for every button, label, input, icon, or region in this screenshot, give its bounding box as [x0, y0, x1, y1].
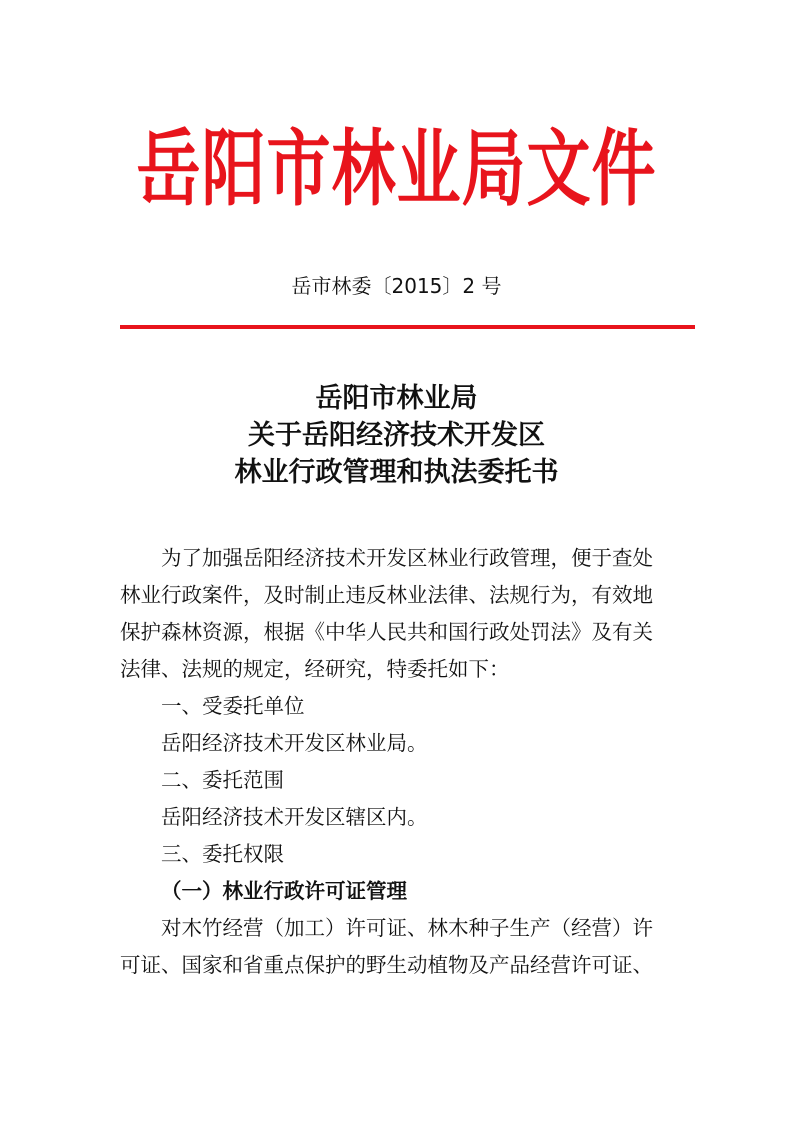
subsection-heading-1: （一）林业行政许可证管理 [161, 879, 407, 903]
section-content-1: 岳阳经济技术开发区林业局。 [161, 731, 428, 755]
paragraph-line: 为了加强岳阳经济技术开发区林业行政管理，便于查处 [161, 546, 653, 570]
paragraph-line: 可证、国家和省重点保护的野生动植物及产品经营许可证、 [120, 953, 653, 977]
red-separator-line [120, 325, 695, 329]
paragraph-line: 对木竹经营（加工）许可证、林木种子生产（经营）许 [161, 916, 653, 940]
paragraph-line: 法律、法规的规定，经研究，特委托如下： [120, 657, 510, 681]
title-line-1: 岳阳市林业局 [315, 383, 478, 414]
document-header-title: 岳阳市林业局文件 [136, 120, 657, 219]
paragraph-line: 保护森林资源，根据《中华人民共和国行政处罚法》及有关 [120, 620, 653, 644]
document-number: 岳市林委〔2015〕2 号 [291, 274, 502, 298]
section-heading-3: 三、委托权限 [161, 842, 284, 866]
title-line-2: 关于岳阳经济技术开发区 [248, 420, 545, 451]
document-title [0, 380, 793, 491]
section-heading-2: 二、委托范围 [161, 768, 284, 792]
section-heading-1: 一、受委托单位 [161, 694, 305, 718]
paragraph-line: 林业行政案件，及时制止违反林业法律、法规行为，有效地 [120, 583, 653, 607]
title-line-3: 林业行政管理和执法委托书 [234, 457, 559, 488]
section-content-2: 岳阳经济技术开发区辖区内。 [161, 805, 428, 829]
document-body [120, 540, 698, 984]
